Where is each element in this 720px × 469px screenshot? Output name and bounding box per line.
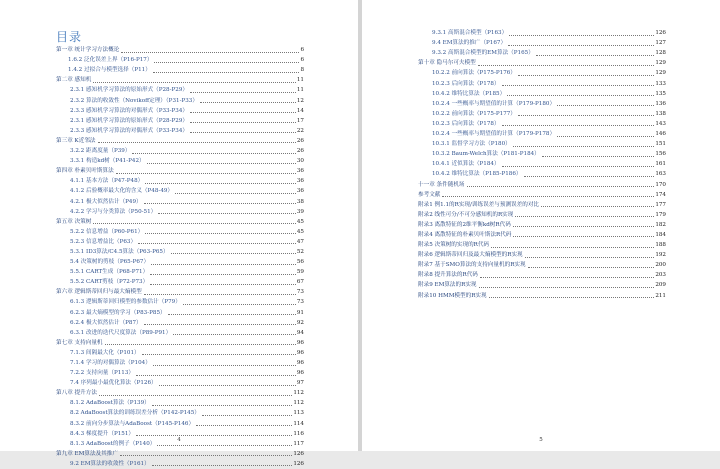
dot-leader <box>150 284 296 285</box>
toc-entry[interactable] <box>418 58 666 68</box>
toc-entry-page: 6 <box>300 57 304 64</box>
toc-entry-page: 11 <box>296 77 304 84</box>
toc-entry[interactable] <box>418 220 666 230</box>
dot-leader <box>93 82 296 83</box>
toc-entry-page: 17 <box>296 117 304 124</box>
dot-leader <box>509 35 654 36</box>
toc-entry-page: 161 <box>655 161 666 168</box>
toc-entry-page: 39 <box>296 208 304 215</box>
toc-entry-title: 10.2.4 一些概率与期望值的计算（P179-P178） <box>432 131 556 138</box>
toc-entry-title: 4.1.2 后验概率最大化的含义（P48-49） <box>70 188 174 195</box>
toc-entry-title: 5.2.2 信息增益（P60-P61） <box>70 228 144 235</box>
dot-leader <box>200 102 296 103</box>
toc-entry-page: 36 <box>296 168 304 175</box>
toc-entry-page: 129 <box>655 70 666 77</box>
toc-entry-page: 112 <box>293 400 304 407</box>
toc-entry[interactable] <box>56 328 304 338</box>
dot-leader <box>202 415 292 416</box>
toc-entry-title: 3.3.1 构造kd树（P41-P42） <box>70 158 145 165</box>
toc-entry-title: 6.2.3 最大熵模型的学习（P83-P85） <box>70 309 166 316</box>
dot-leader <box>144 203 296 204</box>
toc-entry[interactable] <box>56 227 304 237</box>
toc-entry-title: 4.2.1 极大似然估计（P49） <box>70 198 142 205</box>
toc-entry-title: 10.2.3 后向算法（P178） <box>432 120 500 127</box>
dot-leader <box>120 455 292 456</box>
dot-leader <box>153 365 296 366</box>
toc-entry-title: 8.1.3 AdaBoost的例子（P140） <box>70 440 156 447</box>
toc-entry-title: 第四章 朴素贝叶斯算法 <box>56 168 114 175</box>
toc-entry-page: 136 <box>655 100 666 107</box>
toc-entry-title: 附录8 提升算法的R代码 <box>418 272 478 279</box>
toc-entry[interactable] <box>418 129 666 139</box>
toc-entry[interactable] <box>56 217 304 227</box>
toc-entry[interactable] <box>56 398 304 408</box>
toc-entry-page: 96 <box>296 339 304 346</box>
toc-entry[interactable] <box>418 260 666 270</box>
toc-entry-page: 151 <box>655 141 666 148</box>
dot-leader <box>136 435 292 436</box>
toc-entry-page: 203 <box>655 272 666 279</box>
toc-entry-page: 96 <box>296 360 304 366</box>
toc-entry-title: 10.4.1 近似算法（P184） <box>432 161 500 168</box>
dot-leader <box>528 267 655 268</box>
toc-entry-title: 附录5 决策树的实现的R代码 <box>418 242 490 249</box>
dot-leader <box>478 65 655 66</box>
dot-leader <box>175 193 296 194</box>
dot-leader <box>489 297 655 298</box>
toc-entry-page: 52 <box>296 248 304 255</box>
document-page-left <box>0 0 358 467</box>
toc-entry-page: 128 <box>655 50 666 57</box>
toc-entry[interactable] <box>418 89 666 99</box>
toc-entry-title: 9.3.2 高斯混合模型的EM算法（P165） <box>432 50 534 57</box>
dot-leader <box>173 334 296 335</box>
toc-entry-title: 4.1.1 基本方法（P47-P48） <box>70 178 144 185</box>
toc-entry-title: 8.4.3 梯度提升（P151） <box>70 430 135 437</box>
dot-leader <box>190 122 296 123</box>
toc-entry-page: 184 <box>655 231 666 238</box>
dot-leader <box>183 304 296 305</box>
toc-entry[interactable] <box>56 166 304 176</box>
dot-leader <box>142 354 296 355</box>
toc-entry-title: 7.4 序列最小最优化算法（P126） <box>70 380 157 387</box>
toc-entry-page: 138 <box>655 110 666 117</box>
toc-entry-page: 73 <box>296 289 304 296</box>
toc-entry-page: 156 <box>655 151 666 158</box>
toc-entry-title: 9.3.1 高斯混合模型（P163） <box>432 30 508 37</box>
toc-entry-title: 第三章 K近邻法 <box>56 137 96 144</box>
dot-leader <box>479 287 655 288</box>
toc-entry[interactable] <box>56 257 304 267</box>
toc-entry-title: 第五章 决策树 <box>56 218 92 225</box>
toc-entry-page: 211 <box>655 292 666 299</box>
toc-entry-title: 2.3.1 感知机学习算法的原始形式（P28-P29） <box>70 87 188 94</box>
toc-entry-title: 10.3.1 监督学习方法（P180） <box>432 141 511 148</box>
toc-entry[interactable] <box>56 45 304 55</box>
toc-entry-title: 8.1.2 AdaBoost算法（P139） <box>70 400 150 407</box>
toc-entry-page: 179 <box>655 211 666 218</box>
toc-entry[interactable] <box>56 287 304 297</box>
toc-entry-title: 附录10 HMM模型的R实现 <box>418 292 487 299</box>
toc-entry-title: 第七章 支持向量机 <box>56 339 103 346</box>
toc-entry-page: 36 <box>296 188 304 195</box>
toc-entry-page: 200 <box>655 262 666 269</box>
toc-entry-title: 5.5.2 CART剪枝（P72-P73） <box>70 279 149 286</box>
toc-entry-title: 第九章 EM算法及其推广 <box>56 450 118 457</box>
toc-entry-page: 116 <box>293 430 304 437</box>
toc-entry[interactable] <box>56 136 304 146</box>
toc-entry[interactable] <box>418 68 666 78</box>
toc-entry-page: 11 <box>296 87 304 94</box>
dot-leader <box>502 166 655 167</box>
toc-entry-page: 30 <box>296 158 304 165</box>
toc-entry-page: 38 <box>296 198 304 205</box>
dot-leader <box>502 125 655 126</box>
dot-leader <box>513 236 654 237</box>
toc-entry[interactable] <box>56 318 304 328</box>
dot-leader <box>536 55 655 56</box>
toc-entry[interactable] <box>418 38 666 48</box>
toc-entry-page: 143 <box>655 120 666 127</box>
toc-entry-title: 8.3.2 前向分步算法与AdaBoost（P145-P146） <box>70 420 195 427</box>
toc-entry[interactable] <box>56 207 304 217</box>
toc-entry[interactable] <box>56 55 304 65</box>
dot-leader <box>525 257 655 258</box>
toc-entry-title: 5.4 决策树的剪枝（P65-P67） <box>70 259 150 266</box>
dot-leader <box>513 226 655 227</box>
toc-entry-title: 附录4 离散特征的朴素贝叶斯法R代码 <box>418 231 512 238</box>
toc-entry-title: 6.1.3 逻辑斯蒂回归模型的参数估计（P79） <box>70 299 181 306</box>
dot-leader <box>105 344 296 345</box>
toc-entry-page: 94 <box>296 329 304 336</box>
dot-leader <box>541 206 654 207</box>
toc-entry[interactable] <box>418 179 666 189</box>
toc-entry[interactable] <box>56 116 304 126</box>
dot-leader <box>518 115 654 116</box>
dot-leader <box>150 274 296 275</box>
dot-leader <box>138 243 296 244</box>
toc-entry[interactable] <box>56 277 304 287</box>
toc-entry[interactable] <box>418 159 666 169</box>
toc-entry-title: 10.2.2 前向算法（P175-P177） <box>432 110 516 117</box>
toc-entry-title: 附录1 例1.1的R实现/训练误差与预测误差的对比 <box>418 201 540 208</box>
toc-entry-page: 126 <box>293 450 304 457</box>
toc-entry-title: 附录9 EM算法的R实现 <box>418 282 477 289</box>
toc-entry-title: 6.3.1 改进的迭代尺度算法（P89-P91） <box>70 329 172 336</box>
toc-entry-page: 127 <box>655 40 666 47</box>
dot-leader <box>145 233 296 234</box>
toc-entry-title: 7.1.4 学习的对偶算法（P104） <box>70 360 151 366</box>
toc-entry-title: 6.2.4 极大似然估计（P87） <box>70 319 142 326</box>
dot-leader <box>168 314 296 315</box>
toc-entry-page: 73 <box>296 299 304 306</box>
toc-entry-title: 7.1.3 间隔最大化（P101） <box>70 349 140 356</box>
toc-entry[interactable] <box>418 250 666 260</box>
toc-entry[interactable] <box>418 210 666 220</box>
toc-entry-page: 177 <box>655 201 666 208</box>
toc-entry[interactable] <box>418 109 666 119</box>
toc-entry-page: 92 <box>296 319 304 326</box>
toc-entry-page: 26 <box>296 137 304 144</box>
toc-entry-title: 第六章 逻辑斯蒂回归与最大熵模型 <box>56 289 142 296</box>
toc-entry-title: 参考文献 <box>418 191 441 198</box>
dot-leader <box>93 223 296 224</box>
toc-entry-title: 第二章 感知机 <box>56 77 92 84</box>
toc-entry-title: 第八章 提升方法 <box>56 390 97 397</box>
dot-leader <box>524 176 655 177</box>
dot-leader <box>507 95 654 96</box>
toc-entry[interactable] <box>418 169 666 179</box>
toc-entry-title: 附录3 离散特征的2维平衡kd树R代码 <box>418 221 511 228</box>
toc-entry-page: 129 <box>655 60 666 67</box>
toc-entry[interactable] <box>418 99 666 109</box>
dot-leader <box>196 425 292 426</box>
dot-leader <box>190 112 296 113</box>
toc-entry-title: 9.2 EM算法的收敛性（P161） <box>70 460 150 467</box>
toc-entry[interactable] <box>56 85 304 95</box>
toc-entry[interactable] <box>56 237 304 247</box>
toc-entry[interactable] <box>56 348 304 358</box>
dot-leader <box>153 72 300 73</box>
toc-entry-page: 97 <box>296 380 304 387</box>
dot-leader <box>518 75 654 76</box>
dot-leader <box>542 156 655 157</box>
toc-entry[interactable] <box>418 230 666 240</box>
toc-entry[interactable] <box>56 297 304 307</box>
toc-title: 目录 <box>56 30 83 44</box>
dot-leader <box>442 196 654 197</box>
toc-entry[interactable] <box>418 270 666 280</box>
dot-leader <box>147 163 296 164</box>
toc-entry-title: 2.3.1 感知机学习算法的原始形式（P28-P29） <box>70 117 188 124</box>
toc-entry-page: 6 <box>300 47 304 54</box>
toc-entry-page: 146 <box>655 131 666 138</box>
toc-entry-title: 2.3.3 感知机学习算法的对偶形式（P33-P34） <box>70 107 188 114</box>
toc-entry-title: 10.4.2 维特比算法（P185） <box>432 90 506 97</box>
toc-entry-page: 96 <box>296 349 304 356</box>
toc-entry[interactable] <box>418 200 666 210</box>
toc-entry-page: 170 <box>655 181 666 188</box>
toc-entry[interactable] <box>418 78 666 88</box>
toc-entry[interactable] <box>56 408 304 418</box>
toc-entry[interactable] <box>56 196 304 206</box>
dot-leader <box>152 405 293 406</box>
toc-entry[interactable] <box>56 156 304 166</box>
toc-entry-title: 第十章 隐马尔可夫模型 <box>418 60 476 67</box>
toc-entry-page: 96 <box>296 370 304 377</box>
toc-entry-page: 14 <box>296 107 304 114</box>
toc-entry-title: 1.6.2 泛化误差上界（P16-P17） <box>68 57 153 64</box>
dot-leader <box>467 186 655 187</box>
toc-entry-title: 4.2.2 学习与分类算法（P50-51） <box>70 208 157 215</box>
toc-entry[interactable] <box>56 449 304 459</box>
toc-entry-page: 91 <box>296 309 304 316</box>
toc-entry-page: 59 <box>296 269 304 276</box>
toc-entry-page: 117 <box>293 440 304 447</box>
dot-leader <box>145 183 296 184</box>
toc-entry[interactable] <box>418 149 666 159</box>
dot-leader <box>190 92 296 93</box>
toc-entry[interactable] <box>56 378 304 388</box>
toc-entry-page: 114 <box>293 420 304 427</box>
toc-entry-page: 113 <box>293 410 304 417</box>
toc-entry-title: 1.4.2 过拟合与模型选择（P11） <box>68 67 151 74</box>
toc-entry-title: 附录2 线性可分/不可分感知机的R实现 <box>418 211 514 218</box>
toc-entry-page: 163 <box>655 171 666 178</box>
toc-entry-title: 8.2 AdaBoost算法的训练误差分析（P142-P145） <box>70 410 200 417</box>
toc-entry-page: 126 <box>293 460 304 467</box>
toc-entry[interactable] <box>56 307 304 317</box>
toc-entry-page: 45 <box>296 218 304 225</box>
dot-leader <box>157 445 292 446</box>
page-number-left: 4 <box>177 437 181 443</box>
toc-entry[interactable] <box>56 459 304 469</box>
dot-leader <box>557 136 654 137</box>
toc-entry-title: 2.3.2 算法的收敛性（Novikoff定理）（P31-P33） <box>70 97 198 104</box>
toc-entry[interactable] <box>56 358 304 368</box>
dot-leader <box>98 142 296 143</box>
dot-leader <box>116 173 296 174</box>
toc-entry-title: 第一章 统计学习方法概论 <box>56 47 120 54</box>
dot-leader <box>158 213 296 214</box>
dot-leader <box>190 132 296 133</box>
toc-entry-page: 126 <box>655 30 666 37</box>
dot-leader <box>99 395 292 396</box>
toc-entry[interactable] <box>56 65 304 75</box>
dot-leader <box>171 253 296 254</box>
toc-entry[interactable] <box>418 119 666 129</box>
toc-entry-title: 5.5.1 CART生成（P68-P71） <box>70 269 149 276</box>
toc-entry-page: 12 <box>296 97 304 104</box>
toc-list-right <box>418 28 666 301</box>
toc-entry-page: 182 <box>655 221 666 228</box>
toc-entry[interactable] <box>56 126 304 136</box>
toc-entry-page: 112 <box>293 390 304 397</box>
toc-entry-title: 附录7 基于SMO算法的支持向量机的R实现 <box>418 262 526 269</box>
dot-leader <box>480 277 654 278</box>
dot-leader <box>508 45 654 46</box>
toc-entry-title: 7.2.2 支持向量（P113） <box>70 370 135 377</box>
dot-leader <box>513 146 655 147</box>
dot-leader <box>144 294 296 295</box>
toc-entry-page: 26 <box>296 148 304 155</box>
dot-leader <box>132 153 295 154</box>
document-page-right <box>362 0 720 451</box>
toc-entry-page: 36 <box>296 178 304 185</box>
toc-entry-page: 8 <box>300 67 304 74</box>
toc-entry-title: 2.3.3 感知机学习算法的对偶形式（P33-P34） <box>70 127 188 134</box>
toc-entry-title: 5.3.1 ID3算法/C4.5算法（P63-P65） <box>70 248 169 255</box>
dot-leader <box>144 324 296 325</box>
toc-entry-title: 10.2.4 一些概率与期望值的计算（P179-P180） <box>432 100 556 107</box>
toc-entry[interactable] <box>56 368 304 378</box>
toc-entry-page: 22 <box>296 127 304 134</box>
toc-entry[interactable] <box>56 146 304 156</box>
dot-leader <box>154 62 299 63</box>
toc-entry[interactable] <box>418 48 666 58</box>
toc-entry-title: 9.4 EM算法的推广（P167） <box>432 40 507 47</box>
toc-entry-page: 67 <box>296 279 304 286</box>
toc-entry-page: 174 <box>655 191 666 198</box>
toc-entry-page: 209 <box>655 282 666 289</box>
toc-entry[interactable] <box>418 290 666 300</box>
toc-entry[interactable] <box>56 75 304 85</box>
toc-entry[interactable] <box>418 190 666 200</box>
toc-entry-title: 10.2.3 后向算法（P178） <box>432 80 500 87</box>
toc-entry-page: 47 <box>296 238 304 245</box>
toc-entry-title: 10.4.2 维特比算法（P185-P186） <box>432 171 522 178</box>
toc-entry[interactable] <box>418 139 666 149</box>
dot-leader <box>502 85 655 86</box>
toc-entry-page: 56 <box>296 259 304 266</box>
dot-leader <box>159 385 296 386</box>
dot-leader <box>491 247 654 248</box>
toc-entry[interactable] <box>56 95 304 105</box>
toc-entry-page: 45 <box>296 228 304 235</box>
toc-entry[interactable] <box>56 338 304 348</box>
toc-list-left <box>56 45 304 469</box>
toc-entry[interactable] <box>56 267 304 277</box>
dot-leader <box>151 264 296 265</box>
dot-leader <box>121 52 299 53</box>
toc-entry[interactable] <box>56 418 304 428</box>
toc-entry[interactable] <box>418 280 666 290</box>
toc-entry-page: 188 <box>655 242 666 249</box>
toc-entry-title: 3.2.2 距离度量（P39） <box>70 148 131 155</box>
toc-entry-title: 十一章 条件随机场 <box>418 181 465 188</box>
toc-entry-title: 10.3.2 Baum-Welch算法（P181-P184） <box>432 151 540 158</box>
toc-entry[interactable] <box>418 28 666 38</box>
toc-entry[interactable] <box>56 388 304 398</box>
page-number-right: 5 <box>539 437 543 443</box>
dot-leader <box>515 216 654 217</box>
toc-entry-page: 133 <box>655 80 666 87</box>
toc-entry-title: 10.2.2 前向算法（P175-P176） <box>432 70 516 77</box>
toc-entry[interactable] <box>56 186 304 196</box>
toc-entry-title: 附录6 逻辑斯蒂回归及最大熵模型的R实现 <box>418 252 523 259</box>
dot-leader <box>557 105 654 106</box>
toc-entry[interactable] <box>56 106 304 116</box>
toc-entry[interactable] <box>56 247 304 257</box>
toc-entry[interactable] <box>56 176 304 186</box>
toc-entry-page: 135 <box>655 90 666 97</box>
dot-leader <box>136 375 296 376</box>
dot-leader <box>152 465 293 466</box>
toc-entry-title: 5.2.3 信息增益比（P63） <box>70 238 137 245</box>
toc-entry-page: 192 <box>655 252 666 259</box>
toc-entry[interactable] <box>418 240 666 250</box>
